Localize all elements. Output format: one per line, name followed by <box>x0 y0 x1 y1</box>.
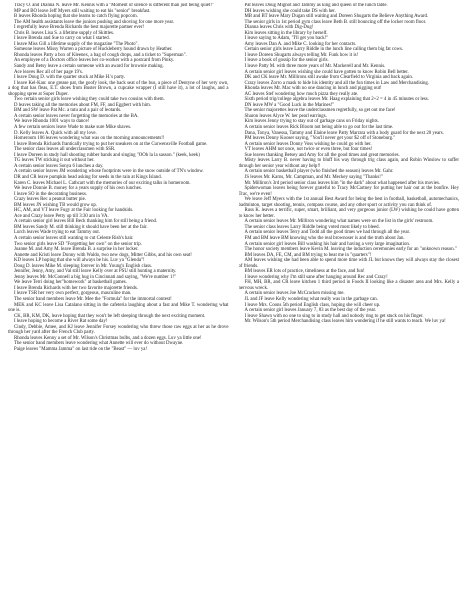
will-entry-left: Cindy, Debbie, Amee, and KJ leave Jennifer Forsey wondering who threw those raw eggs at her as he drove through her yard after the French Club party. <box>8 324 229 336</box>
will-entry-right: Kim leaves Jenny trying to stay out of garbage cans on Friday nights. <box>244 119 379 125</box>
will-entry-right: A certain senior leaves Donny Voss wishing he could go with her. <box>244 141 372 147</box>
will-entry-right: The honor society members leave Kevin M. leaving the induction ceremonies early for an "unknown reason." <box>244 247 457 253</box>
will-entry-left: Rhonda leaves Patty a box of Kleenex, a bag of cough drops, and a ticket to "Superman". <box>14 52 187 58</box>
will-entry-left: I leave Doreen in study hall shooting rubber bands and singing "OOh la la sasson." (keek, keek) <box>14 152 200 158</box>
will-entry-left: We leave Rhonda 1001 ways to dance! <box>14 119 90 125</box>
will-entry-right: I leave Shawn with no one to sing to in study hall and nobody ring to get stuck on his finger. <box>244 313 424 319</box>
will-entry-left: I leave Doug D. with the quarter stuck at Mike H.'s party. <box>14 75 126 81</box>
will-entry-right: A certain senior leaves Terry and Todd all the good times we had through all the year. <box>244 230 411 236</box>
will-entry-right: The senior girls in 1st period gym class leave Beth B. still bouncing off the locker room floor. <box>244 19 427 25</box>
will-entry-left: Ace and Crazy leave Petty up till 3:30 am in VA. <box>14 213 109 219</box>
will-entry-right: Kim leaves sitting in the library by herself. <box>244 30 328 36</box>
will-entry-left: A certain senior leaves Sonya 6 lunches a day. <box>14 163 104 169</box>
will-entry-right: Amy leaves Dan A. and Mike C. looking for her contacts. <box>244 41 357 47</box>
will-entry-left: B leaves Rhonda hoping that she learns to catch flying popcorn. <box>14 14 138 20</box>
will-entry-left: I leave Kel-Kan: one grease pat, the goofy look, the back seat of the bus, a piece of Dentyne of her very own, a dog that has fleas, E.T. shoes from Buster Brown, a cupcake wrapper (I still have it), a lot of laughs, and a shopping spree at Super Duper. <box>8 80 229 97</box>
will-entry-left: A few certain seniors leave Wade to make sure Mike shaves. <box>14 125 132 131</box>
will-entry-left: KD leaves LP hoping that she will always be his. Luv ya "Glenda"! <box>14 258 145 264</box>
will-entry-right: The senior majorettes leave the underclassmen regretfully, so get out me face! <box>244 108 396 114</box>
will-entry-right: BM leaves DA, FE, CM, and BM trying to beat me in "quarters"! <box>244 252 372 258</box>
will-entry-left: MP and BO leave Jeff Myers still waiting to eat his "senior" breakfast. <box>14 8 151 14</box>
will-entry-left: MEK and KC leave Lisa Catalano sitting in the cafeteria laughing about a fast and Mike T. wondering what one is. <box>8 302 229 314</box>
will-entry-left: Joanne M. and Amy M. leave Brenda B. a surprise in her locker. <box>14 247 139 253</box>
will-entry-right: Russ K. leaves a terrific, super, smart, brilliant, and very gorgeous junior (LW) wishing he could have gotten to know her better. <box>238 208 459 219</box>
will-entry-right: Rhonda leaves Mr. Mac with no one dancing in lunch and pigging out! <box>244 86 382 92</box>
will-entry-left: I leave hoping to become a River Rat some day! <box>14 319 108 325</box>
will-entry-left: Two certain senior girls leave wishing they could take two cousins with them. <box>14 97 165 103</box>
will-entry-right: The senior class leaves Larry Riddle being voted most likely to bleed. <box>244 224 380 230</box>
will-entry-left: Ace leaves Rec all of her page 19's. <box>14 69 83 75</box>
right-column <box>239 3 460 598</box>
will-entry-right: Dianna leaves Chris with Dig-Dug! <box>244 25 314 31</box>
will-entry-left: Sandy and Betsy leave a certain someone with an award for brownie making. <box>14 64 164 70</box>
will-entry-left: A certain senior leaves JM wondering whose footprints were in the snow outside of TN's window. <box>14 169 204 175</box>
will-entry-left: We leave Terri doing her"homework" at basketball games. <box>14 280 127 286</box>
will-entry-right: JL and JF leave Kelly wondering what really was in the garbage can. <box>244 296 378 302</box>
will-entry-right: A certain senior girl leaves January 7, 83 as the best day of the year. <box>244 308 377 314</box>
will-entry-right: I leave Patty M. with three more years of Mr. Mackerell and Mr. Kennis. <box>244 64 386 70</box>
will-entry-left: The senior band members leave wondering what Annette will ever do without Dwayne. <box>14 341 184 347</box>
will-entry-left: The AM health assistants leave the juniors pushing and shoving for one more year. <box>14 19 175 25</box>
will-entry-left: TG leaves TW sticking it out without her. <box>14 158 95 164</box>
will-entry-right: Spiderwoman leaves being forever grateful to Tracy McCartney for putting her hair out at the bonfire. Hey Trac, we're even! <box>238 186 459 197</box>
will-entry-left: An employee of a Doctors office leaves her co-worker with a postcard from Pinky. <box>14 58 175 64</box>
will-entry-right: Sixth period trig/college algebra leaves Mr. Haag explaining that 2+2 = 4 in 45 minutes or less. <box>244 97 429 103</box>
will-entry-right: Misty leaves Larry B. never having to bluff his way through trig class again, and Robin Winslow to suffer through her senior year without any help!! <box>238 158 459 169</box>
will-entry-right: DN leave MW a "Good Luck in the Marines!" <box>244 102 335 108</box>
will-entry-left: I leave Brenda and Sue to carry on what I started. <box>14 36 110 42</box>
will-entry-right: I leave saying to Adam, "I'll get you back!" <box>244 36 329 42</box>
will-entry-right: A certain senior girl leaves Bill washing his hair and having a very large imagination. <box>244 241 410 247</box>
will-entry-right: JS leaves Mr. Karns, Mr. Campman, and Mr. Meckey saying "Thanks!" <box>244 174 383 180</box>
will-entry-right: VT leaves AHM not once, not twice or even three, but four times! <box>244 147 373 153</box>
will-entry-left: Tracy O. and Dianna N. leave Mr. Kennis with a "Moment of silence is different than just being quiet!" <box>14 3 214 8</box>
will-entry-right: Mr. Milliron's 3rd period senior class leaves him "in the dark" about what happened after his movies. <box>244 180 441 186</box>
will-entry-left: I regretfully leave Brenda Richards the best majorette partner ever! <box>14 25 145 31</box>
will-entry-left: I leave Miss Gill a lifetime supply of the magazine "The Photo". <box>14 41 139 47</box>
will-entry-left: HC, AM, and VT leave Fugy at the Fair looking for handsids. <box>14 208 134 214</box>
will-entry-right: A certain senior leaves Joe McCracken missing me. <box>244 291 345 297</box>
will-entry-right: Dana, Tonya, Vanessa, Tammy and Elaine leave Patty Marrara with a body guard for the next 20 years. <box>244 130 444 136</box>
will-entry-left: A certain senior girl leaves Bill Beck thanking him for still being a friend. <box>14 219 158 225</box>
will-entry-left: BM and SW leave Pat Mc. a tutu and a pair of leotards. <box>14 108 122 114</box>
will-entry-right: A certain senior leaves Rick Bloom not being able to go out for the last time. <box>244 125 394 131</box>
will-entry-left: D leaves taking all the memories about FM, FF, and Eggbert with him. <box>14 102 151 108</box>
will-entry-left: Karen C. leaves Michael L. Cathcart with the memories of our exciting talks in homeroom. <box>14 180 191 186</box>
will-entry-right: I leave a book of gossip for the senior girls. <box>244 58 329 64</box>
will-entry-left: BM leaves JN wishing TB would grow up. <box>14 202 98 208</box>
will-entry-right: We leave Jeff Myers with the 1st annual Best Award for being the best in football, basketball, automechanics, badminton, target shooting, tennis, compass course, and any other sport or activity you can think of. <box>238 197 459 208</box>
will-entry-right: Certain senior girls leave Larry Riddle in the lunch line calling them big fat cows. <box>244 47 404 53</box>
will-entry-right: AM leaves wishing she had been able to spend more time with JL but knows they will always stay the closest of friends. <box>238 258 459 269</box>
will-entry-right: Crazy leaves Zorro a mask to hide his identity and all the fun times in Law and Merchandising. <box>244 80 430 86</box>
will-entry-left: I leave SO in the decorating business. <box>14 191 88 197</box>
will-entry-right: FH, MH, BR, and CR leave kitchen 1 third period in Foods II looking like a disaster area and Mrs. Kelly a nervous wreck. <box>238 280 459 291</box>
will-entry-left: The senior band members leave Mr. Mee the "Formula" for the immortal contest! <box>14 296 172 302</box>
will-entry-left: Doug D. leaves Mike M. sleeping forever in Mr. Young's English class. <box>14 263 153 269</box>
will-entry-left: Rhonda leaves Kenny a set of Mr. Wilson's Christmas bulbs, and a dozen eggs. Luv ya little one! <box>14 335 202 341</box>
will-entry-left: Jenny leaves Mr. McConnell a big hug in Cincinnati and saying, "We're number 1!" <box>14 274 176 280</box>
will-entry-left: I leave Brenda Richards frantically trying to put her sneakers on at the Curwensville Football game. <box>14 141 208 147</box>
will-entry-left: BM leaves Sandy M. still thinking it should have been her at the fair. <box>14 224 148 230</box>
will-entry-right: A certain senior leaves Mr. Milliron wondering what names were on the list in the girls' restroom. <box>244 219 434 225</box>
will-entry-right: DK and CK leave Mr. Millirons still awake from Clearfield to Virginia and back again. <box>244 75 413 81</box>
will-entry-right: Sue leaves thanking Betsey and Amy for all the good times and great memories. <box>244 152 400 158</box>
will-entry-left: A certain senior leaves still wanting to cut Celeste Rish's hair. <box>14 235 134 241</box>
will-entry-left: DR and CR leave pumpkin head asking for seeds in the rain at Kings Island. <box>14 174 162 180</box>
will-entry-right: Pat leaves Doug Mignot and Tammy as king and queen of the lunch table. <box>244 3 388 8</box>
will-entry-right: A certain senior basketball player (who finished the season) leaves Mr. Gahr. <box>244 169 394 175</box>
will-entry-left: Jennifer, Jenny, Amy, and Val still leave Kelly over at PSU still hunting a maternity. <box>14 269 177 275</box>
left-column <box>8 3 229 598</box>
will-entry-left: D. Kelly leaves A. Quick with all my love. <box>14 130 97 136</box>
will-entry-left: I leave TSR her very own perfect, gorgeous, masculine man. <box>14 291 132 297</box>
will-entry-left: Homeroom 106 leaves wondering what was on the morning announcements!! <box>14 136 165 142</box>
will-entry-left: I leave Brenda Richards with her two favorite majorette friends. <box>14 285 139 291</box>
will-entry-left: Annette and Kristi leave Donny with Waldo, two new dogs, Mitter Gibbs, and his own seat! <box>14 252 192 258</box>
will-entry-left: Two senior girls leave SD "Forgetting her own" on the senior trip. <box>14 241 142 247</box>
will-entry-right: BM leaves ER lots of practice, timeliness at the face, and fun! <box>244 269 365 275</box>
will-entry-left: The senior class leaves all underclassmen with SSR. <box>14 147 116 153</box>
will-entry-left: CK, BR, KM, DK, leave hoping that they won't be left sleeping through the next exciting moment. <box>14 313 206 319</box>
will-entry-right: AC leaves Stef wondering how much pizza they really ate. <box>244 91 359 97</box>
will-entry-right: FM and BM leave BM knowing who the real brownoser is and the truth about Jan. <box>244 235 405 241</box>
will-entry-left: A certain senior leaves never forgetting the memories at the BA. <box>14 113 139 119</box>
will-entry-right: PM leaves Denny Kooser saying, "You'll never get your $2 off of Stoneburg." <box>244 136 396 142</box>
will-entry-right: A certain senior girl leaves wishing she could have gotten to know Robin Bell better. <box>244 69 409 75</box>
will-entry-left: Someone leaves Missy Warren a picture of Huckleberry hound drawn by Heather. <box>14 47 173 53</box>
will-entry-left: We leave Donnie B. money for a years supply of his own lunches. <box>14 186 142 192</box>
will-entry-left: Crazy leaves Rec a peanut butter pie. <box>14 197 86 203</box>
will-entry-right: I leave wondering why I'm still sane after hanging around Rec and Crazy! <box>244 274 388 280</box>
will-entry-left: Lurch leaves Wade trying to eat Tammy out. <box>14 230 100 236</box>
will-entry-right: Sharon leaves Alyce W. her pearl earrings. <box>244 113 327 119</box>
will-entry-right: I leave Doreen Shugarts always telling Mr. Funk how it is! <box>244 52 359 58</box>
will-entry-left: Chris B. leaves Lisa S. a lifetime supply of Skittles. <box>14 30 115 36</box>
will-entry-left: Paige leaves "Mamma Jamma" on last ride on the "Beast" — luv ya! <box>14 346 148 352</box>
will-entry-right: Mr. Wilson's 5th period Merchandising class leaves him wondering if he still wants to teach. We luv ya! <box>244 319 446 325</box>
will-entry-right: DH leaves wishing she could take DS with her. <box>244 8 336 14</box>
will-entry-right: MB and BT leave Mary Dugan still waiting and Doreen Shugarts the Believe Anything Award. <box>244 14 429 20</box>
will-entry-right: I leave Mrs. Coons 5th period English class, hoping she will cheer up. <box>244 302 381 308</box>
